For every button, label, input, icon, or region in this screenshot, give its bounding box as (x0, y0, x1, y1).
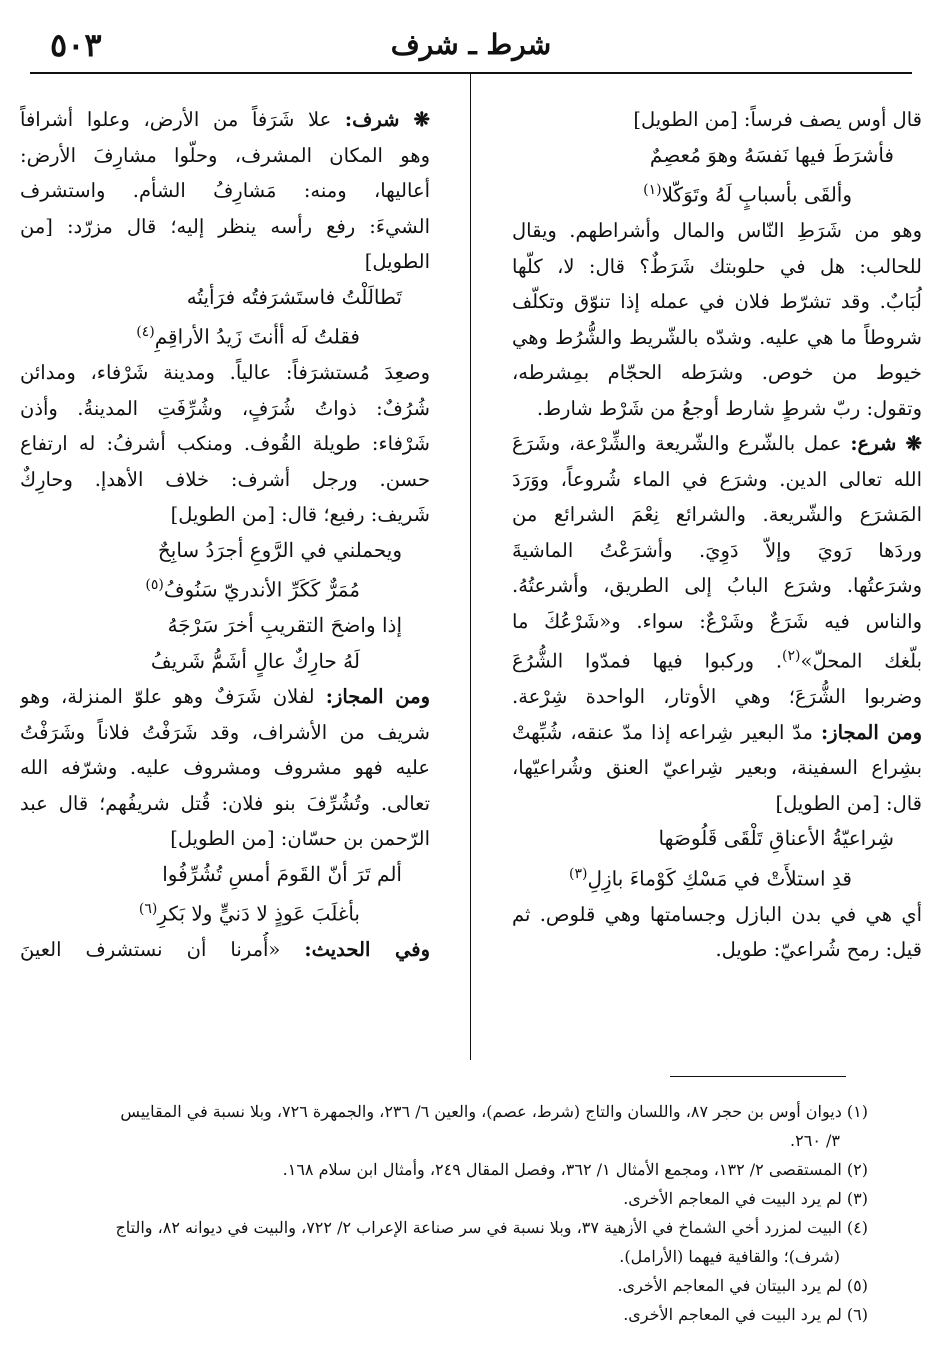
footnote-marker: (٣) (569, 865, 588, 882)
text-line: أي هي في بدن البازل وجسامتها وهي قلوص. ثم (512, 902, 922, 926)
text-line: شريف من الأشراف، وقد شَرَفْتُ فلاناً وشَرَفْتُ (20, 720, 430, 744)
verse-hemistich: ألم تَرَ أنّ القَومَ أمسِ تُشُرِّفُوا (162, 861, 402, 886)
verse-hemistich: قدِ استلأَتْ في مَسْكِ كَوْماءَ بازِلِ$^{(٣)}$ (569, 865, 852, 891)
text-line: وتقول: ربّ شرطٍ شارط أوجعُ من شَرْط شارط. (536, 396, 922, 420)
left-column (20, 102, 430, 968)
footnotes (40, 1097, 868, 1329)
text-line: وهو من شَرَطِ النّاس والمال وأشراطهم. ويقال (512, 219, 922, 243)
footnote-marker: (١) (643, 182, 662, 198)
text-line: ومن المجاز: لفلان شَرَفٌ وهو علوّ المنزلة، وهو (20, 685, 430, 709)
entry-headword: ❋ شرف: (344, 108, 430, 131)
verse-hemistich: فأشرَطَ فيها نَفسَهُ وهوَ مُعصِمٌ (649, 142, 894, 167)
text-line: الرّحمن بن حسّان: [من الطويل] (170, 827, 430, 851)
entry-headword: ❋ شرع: (850, 432, 922, 456)
page-header (30, 24, 912, 70)
text-line: وشرَعتُها. وشرَع البابُ إلى الطريق، وأشرعتُهُ. (512, 574, 922, 598)
text-line: الله تعالى الدين. وشرَع في الماء شُروعاً، ووَرَدَ (512, 467, 922, 491)
text-line: خيوط من خوص. وشرَطه الحجّام بمِشرطه، (512, 361, 922, 385)
text-line: شَرْفاء: طويلة القُوف. ومنكب أشرفُ: له ارتفاع (20, 432, 430, 456)
column-divider (470, 74, 471, 1060)
verse-hemistich: وألقَى بأسبابٍ لَهُ وتَوَكّلا$^{(١)}$ (643, 182, 852, 207)
verse-hemistich: لَهُ حارِكٌ عالٍ أشَمُّ شَريفُ (150, 648, 360, 673)
text-line: لُبَابٌ. وقد تشرّط فلان في عمله إذا تنوّق وتكلّف (512, 290, 922, 314)
text-line: شُرُفٌ: ذواتُ شُرَفٍ، وشُرِّفَتِ المدينةُ. وأذن (20, 396, 430, 420)
footnote: (٣) لم يرد البيت في المعاجم الأخرى. (623, 1189, 868, 1208)
text-line: المَشرَع والشّريعة. والشرائع نِعْمَ الشرائع من (512, 503, 922, 527)
verse-hemistich: إذا واضحَ التقريبِ أخرَ سَرْجَهُ (167, 613, 402, 638)
footnote-marker: (٦) (138, 901, 158, 918)
verse-hemistich: ويحملني في الرَّوعِ أجرَدُ سابِحٌ (157, 537, 402, 562)
text-line: للحالب: هل في حلوبتك شَرَطٌ؟ قال: لا، كلّها (512, 254, 922, 278)
verse-hemistich: تَطالَلْتُ فاستَشرَفتُه فرَأيتُه (186, 284, 402, 309)
footnote: (١) ديوان أوس بن حجر ٨٧، واللسان والتاج (شرط، عصم)، والعين ٦/ ٢٣٦، والجمهرة ٧٢٦، وبلا نسبة في المقاييس (120, 1102, 868, 1121)
text-line: بلّغك المحلّ»$^{(٢)}$. وركبوا فيها فمدّوا الشُّرُعَ (512, 648, 922, 673)
text-line: شَريف: رفيع؛ قال: [من الطويل] (170, 503, 430, 527)
verse-hemistich: مُمَرٌّ كَكَرِّ الأندريّ سَنُوفُ$^{(٥)}$ (145, 577, 360, 602)
verse-hemistich: بأغلَبَ عَوذٍ لا دَنيٍّ ولا بَكرِ$^{(٦)}$ (138, 901, 360, 926)
right-column (512, 102, 922, 968)
text-line: الشيءَ: رفع رأسه ينظر إليه؛ قال مزرّد: [من (20, 214, 430, 238)
footnote-marker: (٢) (782, 648, 801, 665)
text-line: شروطاً ما هي عليه. وشدّه بالشّريط والشُّرُط وهي (512, 325, 922, 349)
text-line: الطويل] (364, 250, 430, 273)
footnote: (شرف)؛ والقافية فيهما (الأرامل). (619, 1247, 840, 1266)
text-line: عليه فهو مشروف ومشروف عليه. وشرّفه الله (20, 756, 430, 780)
text-line: والناس فيه شَرَعٌ وشَرْعٌ: سواء. و«شَرْعُكَ ما (512, 609, 922, 633)
text-line: قال: [من الطويل] (775, 791, 922, 815)
header-rule (30, 72, 912, 74)
text-line: حسن. ورجل أشرف: خلاف الأهدإ. وحارِكٌ (20, 467, 430, 491)
footnote-marker: (٥) (145, 577, 164, 594)
text-line: وضربوا الشُّرَعَ؛ وهي الأوتار، الواحدة شِرْعة. (512, 685, 922, 709)
verse-hemistich: شِراعيّةُ الأعناقِ تَلْقَى قَلُوصَها (658, 826, 894, 851)
text-line: وهو المكان المشرف، وحلّوا مشارِفَ الأرض: (20, 143, 430, 167)
text-line: قال أوس يصف فرساً: [من الطويل] (633, 108, 922, 131)
footnote-rule (670, 1076, 846, 1077)
footnote: (٢) المستقصى ٢/ ١٣٢، ومجمع الأمثال ١/ ٣٦٢، وفصل المقال ٢٤٩، وأمثال ابن سلام ١٦٨. (282, 1160, 868, 1179)
section-label: وفي الحديث: (304, 938, 430, 962)
text-line: قيل: رمح شُراعيّ: طويل. (715, 938, 922, 962)
text-line: بشِراع السفينة، وبعير شِراعيّ العنق وشُراعيّها، (512, 756, 922, 780)
verse-hemistich: فقلتُ لَه أأنتَ زَيدُ الأراقِمِ$^{(٤)}$ (136, 324, 360, 349)
footnote: (٥) لم يرد البيتان في المعاجم الأخرى. (617, 1276, 868, 1295)
footnote: (٤) البيت لمزرد أخي الشماخ في الأزهية ٣٧، وبلا نسبة في سر صناعة الإعراب ٢/ ٧٢٢، والبيت في ديوانه ٨٢، والتاج (115, 1218, 868, 1237)
text-line: وفي الحديث: «أُمرنا أن نستشرف العينَ (20, 938, 430, 962)
text-line: أعاليها، ومنه: مَشارِفُ الشأم. واستشرف (20, 179, 430, 202)
page-number: ٥٠٣ (50, 26, 102, 64)
text-line: ومن المجاز: مدّ البعير شِراعه إذا مدّ عنقه، شُبِّهتْ (512, 720, 922, 744)
text-line: تعالى. وتُشُرِّفَ بنو فلان: قُتل شريفُهم؛ قال عبد (20, 791, 430, 815)
text-line: وردَها رَويَ وإلاّ دَوِيَ. وأشرَعْتُ الماشيةَ (512, 538, 922, 562)
text-line: ❋ شرف: علا شَرَفاً من الأرض، وعلوا أشرافاً (20, 108, 430, 131)
running-title: شرط ـ شرف (390, 28, 552, 61)
section-label: ومن المجاز: (820, 720, 922, 744)
text-line: وصعِدَ مُستشرَفاً: عالياً. ومدينة شَرْفاء، ومدائن (20, 361, 430, 385)
footnote-marker: (٤) (136, 324, 155, 340)
footnote: (٦) لم يرد البيت في المعاجم الأخرى. (623, 1305, 868, 1324)
footnote: ٣/ ٢٦٠. (790, 1131, 840, 1150)
section-label: ومن المجاز: (325, 685, 430, 709)
text-line: ❋ شرع: عمل بالشّرع والشّريعة والشِّرْعة، وشَرَعَ (512, 432, 922, 456)
